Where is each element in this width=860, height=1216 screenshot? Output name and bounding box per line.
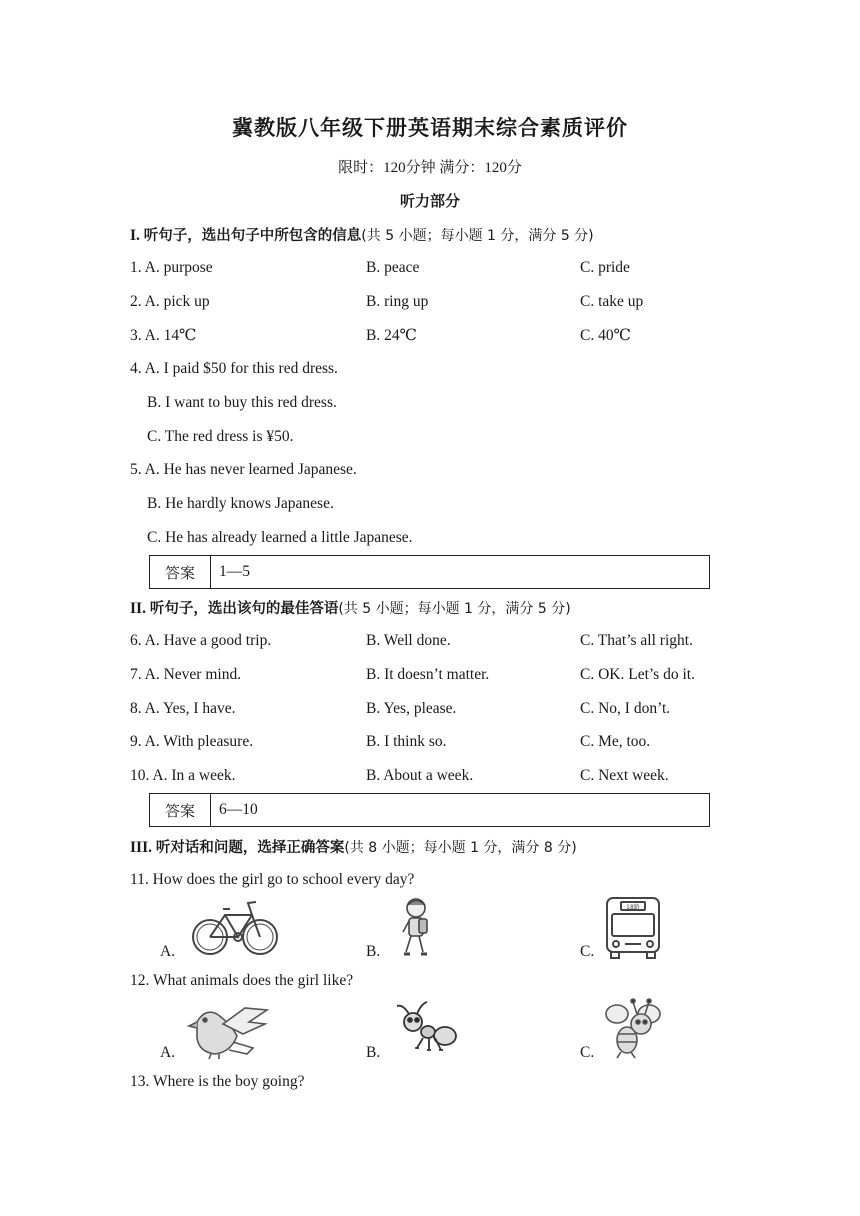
question-option: B. Well done. (366, 632, 451, 649)
option-label: C. (580, 943, 595, 960)
question-option: C. He has already learned a little Japanese. (147, 529, 413, 546)
section-number: III. (130, 839, 152, 856)
question-option: 2. A. pick up (130, 293, 210, 310)
question-option: B. 24℃ (366, 327, 417, 344)
option-label: A. (160, 943, 176, 960)
question-option: 4. A. I paid $50 for this red dress. (130, 360, 338, 377)
question-option: 5. A. He has never learned Japanese. (130, 461, 357, 478)
question-option: C. That’s all right. (580, 632, 693, 649)
question-option: B. It doesn’t matter. (366, 666, 490, 683)
section-title: 听句子，选出该句的最佳答语 (149, 601, 339, 617)
question-option: B. He hardly knows Japanese. (147, 495, 334, 512)
question-option: B. I want to buy this red dress. (147, 394, 337, 411)
question-option: 1. A. purpose (130, 259, 213, 276)
answer-range: 6—10 (219, 801, 258, 818)
answer-label: 答案 (150, 794, 211, 826)
option-label: B. (366, 943, 381, 960)
question-option: B. Yes, please. (366, 700, 457, 717)
question-text: 12. What animals does the girl like? (130, 972, 354, 989)
question-option: 9. A. With pleasure. (130, 733, 254, 750)
section-note: (共 5 小题；每小题 1 分，满分 5 分) (361, 228, 594, 244)
question-option: B. ring up (366, 293, 429, 310)
question-option: C. Next week. (580, 767, 669, 784)
ant-icon (395, 998, 459, 1054)
question-option: 6. A. Have a good trip. (130, 632, 272, 649)
question-option: C. No, I don’t. (580, 700, 671, 717)
question-option: 3. A. 14℃ (130, 327, 197, 344)
question-option: C. 40℃ (580, 327, 631, 344)
section-number: I. (130, 227, 140, 244)
bus-route-sign: 18路 (626, 904, 640, 911)
page-title: 冀教版八年级下册英语期末综合素质评价 (232, 116, 628, 140)
section-heading (130, 836, 577, 857)
section-number: II. (130, 600, 146, 617)
answer-range: 1—5 (219, 563, 250, 580)
option-label: B. (366, 1044, 381, 1061)
walking-girl-icon (395, 896, 435, 962)
question-option: 8. A. Yes, I have. (130, 700, 236, 717)
question-option: B. I think so. (366, 733, 447, 750)
section-title: 听对话和问题，选择正确答案 (155, 840, 345, 856)
bee-icon (603, 996, 663, 1062)
question-option: C. take up (580, 293, 644, 310)
section-heading (130, 597, 571, 618)
question-option: 7. A. Never mind. (130, 666, 242, 683)
option-label: C. (580, 1044, 595, 1061)
question-option: C. OK. Let’s do it. (580, 666, 695, 683)
question-option: B. About a week. (366, 767, 474, 784)
section-note: (共 8 小题；每小题 1 分，满分 8 分) (344, 840, 577, 856)
question-text: 13. Where is the boy going? (130, 1073, 305, 1090)
answer-box[interactable] (149, 793, 710, 827)
question-option: C. The red dress is ¥50. (147, 428, 294, 445)
bicycle-icon (190, 897, 280, 957)
section-heading (130, 224, 594, 245)
question-option: B. peace (366, 259, 420, 276)
question-option: C. pride (580, 259, 630, 276)
part-heading: 听力部分 (399, 192, 460, 210)
time-score-info: 限时：120分钟 满分：120分 (338, 160, 522, 176)
question-text: 11. How does the girl go to school every day? (130, 871, 415, 888)
question-option: C. Me, too. (580, 733, 651, 750)
answer-box[interactable] (149, 555, 710, 589)
section-note: (共 5 小题；每小题 1 分，满分 5 分) (338, 601, 571, 617)
answer-label: 答案 (150, 556, 211, 588)
section-title: 听句子，选出句子中所包含的信息 (143, 228, 362, 244)
option-label: A. (160, 1044, 176, 1061)
bird-icon (187, 1002, 271, 1060)
bus-icon (603, 894, 663, 962)
question-option: 10. A. In a week. (130, 767, 236, 784)
